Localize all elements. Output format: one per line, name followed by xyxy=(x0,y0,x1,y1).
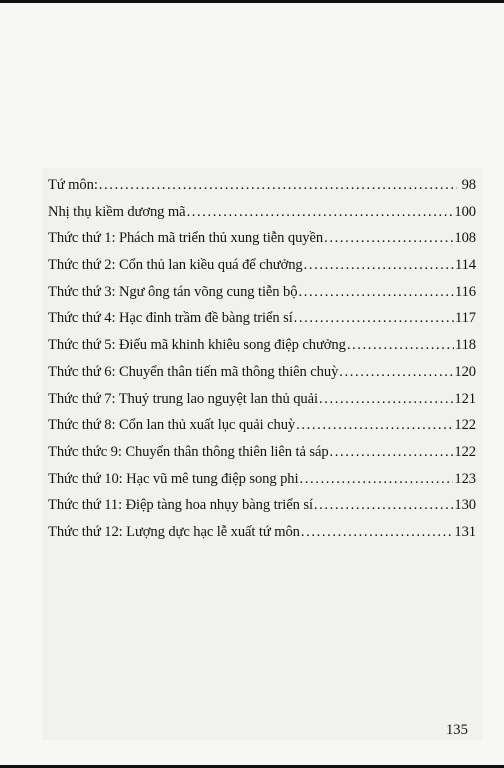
toc-dot-leader xyxy=(319,391,453,408)
toc-dot-leader xyxy=(304,257,454,274)
toc-entry-page: 117 xyxy=(454,310,476,327)
page-number: 135 xyxy=(446,722,468,738)
toc-entry xyxy=(48,391,476,418)
toc-entry xyxy=(48,284,476,311)
toc-entry-page: 114 xyxy=(454,257,476,274)
toc-dot-leader xyxy=(299,471,453,488)
toc-dot-leader xyxy=(294,310,454,327)
toc-entry-page: 130 xyxy=(454,497,476,514)
toc-entry-page: 123 xyxy=(454,470,476,487)
top-border-line xyxy=(0,0,504,3)
toc-dot-leader xyxy=(301,524,454,541)
toc-entry xyxy=(48,257,476,284)
toc-entry-title: Thức thứ 3: Ngư ông tán võng cung tiễn bộ xyxy=(48,283,298,300)
toc-entry-page: 116 xyxy=(454,283,476,300)
toc-entry xyxy=(48,364,476,391)
toc-entry-title: Thức thứ 7: Thuỷ trung lao nguyệt lan thủ quải xyxy=(48,390,318,407)
table-of-contents xyxy=(48,177,476,551)
toc-entry xyxy=(48,444,476,471)
toc-dot-leader xyxy=(324,230,453,247)
toc-dot-leader xyxy=(347,337,454,354)
toc-entry-title: Thức thứ 12: Lượng dực hạc lễ xuất tứ môn xyxy=(48,523,300,540)
toc-entry-title: Thức thứ 6: Chuyển thân tiến mã thông thiên chuỳ xyxy=(48,363,339,380)
toc-entry-page: 131 xyxy=(454,523,476,540)
toc-entry-title: Thức thứ 4: Hạc đỉnh trầm đề bàng triển sí xyxy=(48,310,293,327)
toc-dot-leader xyxy=(298,284,453,301)
toc-entry xyxy=(48,177,476,204)
toc-entry-title: Thức thứ 2: Cổn thủ lan kiều quá để chưởng xyxy=(48,257,303,274)
toc-dot-leader xyxy=(339,364,453,381)
toc-entry-page: 122 xyxy=(454,443,476,460)
toc-entry-page: 121 xyxy=(454,390,476,407)
toc-entry-title: Thức thứ 8: Cổn lan thủ xuất lục quải chuỳ xyxy=(48,417,296,434)
toc-entry xyxy=(48,310,476,337)
toc-entry-title: Nhị thụ kiềm dương mã xyxy=(48,203,186,220)
toc-entry-title: Thức thứ 10: Hạc vũ mê tung điệp song phi xyxy=(48,470,299,487)
toc-entry-title: Thức thức 9: Chuyển thân thông thiên liên tả sáp xyxy=(48,443,329,460)
toc-entry-page: 100 xyxy=(454,203,476,220)
toc-entry xyxy=(48,204,476,231)
toc-entry-page: 98 xyxy=(461,177,476,193)
toc-entry xyxy=(48,497,476,524)
toc-entry xyxy=(48,417,476,444)
toc-dot-leader xyxy=(314,497,454,514)
toc-entry-page: 122 xyxy=(454,417,476,434)
toc-entry xyxy=(48,471,476,498)
toc-entry xyxy=(48,337,476,364)
toc-entry-title: Thức thứ 11: Điệp tàng hoa nhụy bàng triển sí xyxy=(48,497,313,514)
toc-entry xyxy=(48,524,476,551)
toc-entry xyxy=(48,230,476,257)
toc-entry-page: 108 xyxy=(454,230,476,247)
toc-entry-title: Tứ môn: xyxy=(48,177,98,193)
toc-dot-leader xyxy=(99,177,457,194)
toc-entry-title: Thức thứ 5: Điếu mã khinh khiêu song điệp chưởng xyxy=(48,337,346,354)
toc-entry-page: 120 xyxy=(454,363,476,380)
toc-entry-title: Thức thứ 1: Phách mã triển thủ xung tiễn quyền xyxy=(48,230,324,247)
toc-dot-leader xyxy=(330,444,454,461)
toc-dot-leader xyxy=(296,417,453,434)
toc-dot-leader xyxy=(187,204,454,221)
toc-entry-page: 118 xyxy=(454,337,476,354)
